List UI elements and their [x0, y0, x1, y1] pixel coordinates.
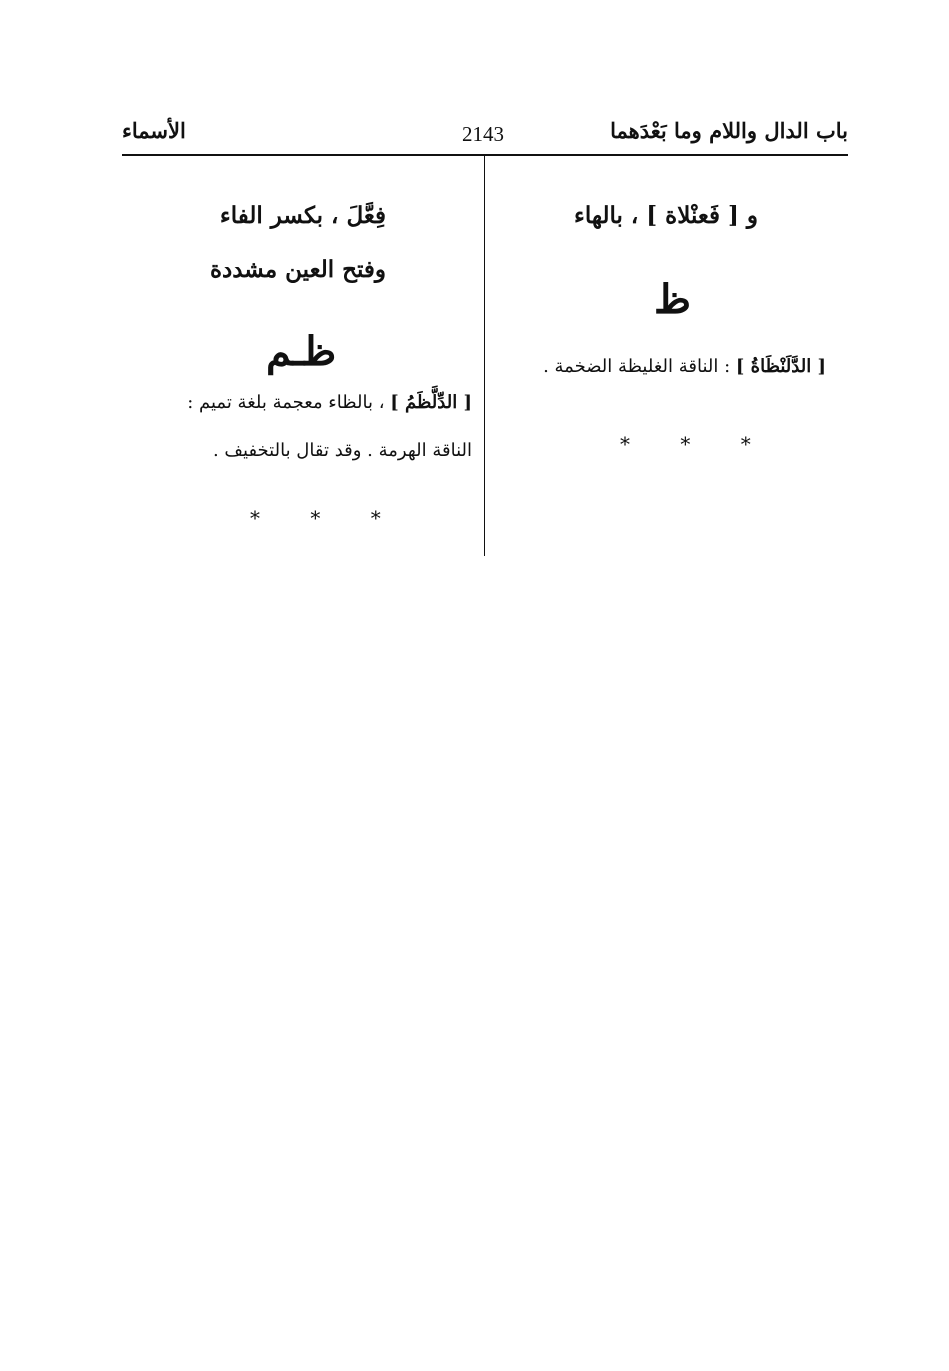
- page-number: 2143: [462, 122, 504, 146]
- entry-definition: ، بالظاء معجمة بلغة تميم :: [187, 392, 385, 413]
- root-letters: ظـم: [266, 328, 337, 375]
- page-header: [122, 112, 848, 154]
- dictionary-entry: [543, 358, 826, 376]
- header-rule: [122, 154, 848, 156]
- column-divider: [484, 156, 485, 556]
- entry-definition-continued: الناقة الهرمة . وقد تقال بالتخفيف .: [212, 440, 472, 461]
- root-letter: ظ: [654, 276, 691, 323]
- pattern-heading-line2: وفتح العين مشددة: [209, 256, 386, 283]
- dictionary-entry: [187, 394, 472, 412]
- section-separator: * * *: [620, 432, 773, 456]
- section-separator: * * *: [250, 506, 403, 530]
- pattern-heading-line1: فِعَّلَ ، بكسر الفاء: [219, 202, 386, 229]
- section-title: الأسماء: [122, 118, 186, 143]
- entry-headword: [ الدِّلَّظَمُ ]: [390, 392, 472, 413]
- pattern-heading: و [ فَعنْلاة ] ، بالهاء: [574, 202, 758, 229]
- chapter-title: باب الدال واللام وما بَعْدَهما: [610, 118, 848, 143]
- entry-headword: [ الدَّلَنْظَاةُ ]: [735, 356, 826, 377]
- entry-definition: : الناقة الغليظة الضخمة .: [543, 356, 731, 377]
